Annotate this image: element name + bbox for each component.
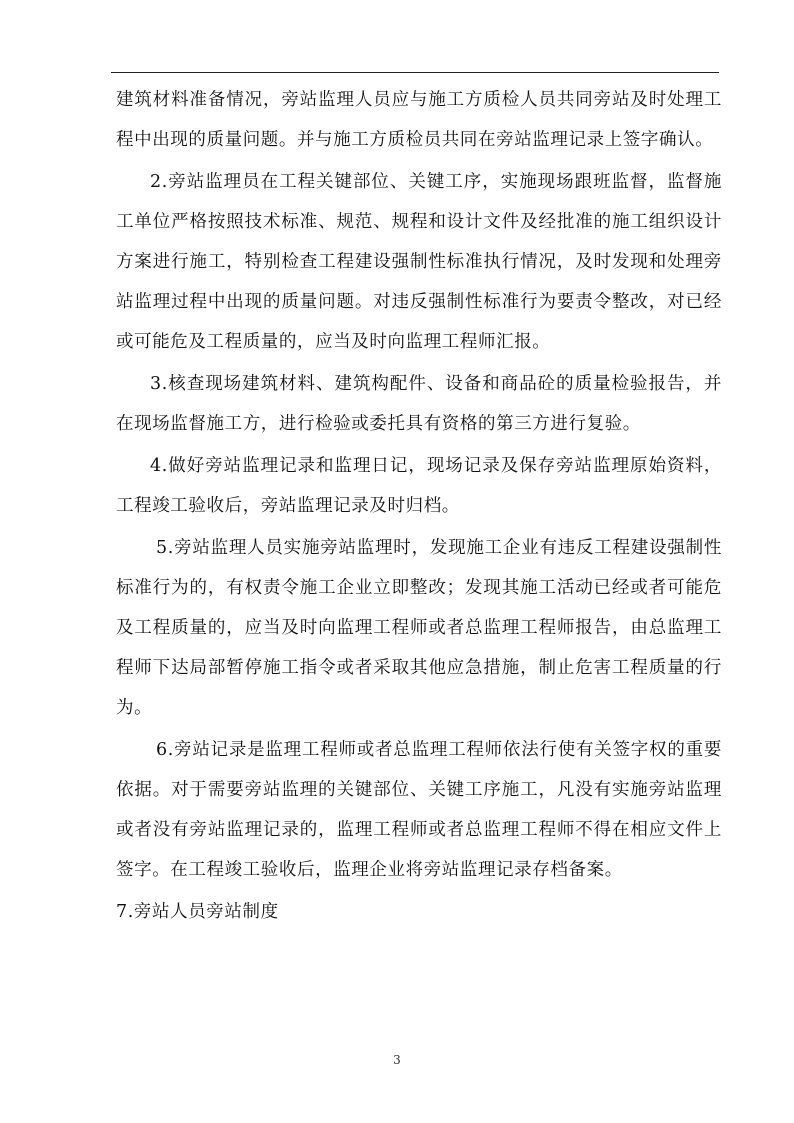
page-number: 3 (393, 1053, 401, 1067)
paragraph-item-2: 2.旁站监理员在工程关键部位、关键工序，实施现场跟班监督，监督施工单位严格按照技术标准、规范、规程和设计文件及经批准的施工组织设计方案进行施工，特别检查工程建设强制性标准执行情况，及时发现和处理旁站监理过程中出现的质量问题。对违反强制性标准行为要责令整改，对已经或可能危及工程质量的，应当及时向监理工程师汇报。 (116, 172, 722, 352)
header-rule (111, 72, 719, 73)
paragraph-item-3: 3.核查现场建筑材料、建筑构配件、设备和商品砼的质量检验报告，并在现场监督施工方，进行检验或委托具有资格的第三方进行复验。 (116, 374, 722, 434)
paragraph-item-5: 5.旁站监理人员实施旁站监理时，发现施工企业有违反工程建设强制性标准行为的，有权责令施工企业立即整改；发现其施工活动已经或者可能危及工程质量的，应当及时向监理工程师或者总监理工程师报告，由总监理工程师下达局部暂停施工指令或者采取其他应急措施，制止危害工程质量的行为。 (116, 538, 722, 718)
paragraph-item-6: 6.旁站记录是监理工程师或者总监理工程师依法行使有关签字权的重要依据。对于需要旁站监理的关键部位、关键工序施工，凡没有实施旁站监理或者没有旁站监理记录的，监理工程师或者总监理工程师不得在相应文件上签字。在工程竣工验收后，监理企业将旁站监理记录存档备案。 (116, 740, 722, 880)
document-body (116, 80, 722, 932)
paragraph-item-4: 4.做好旁站监理记录和监理日记，现场记录及保存旁站监理原始资料，工程竣工验收后，旁站监理记录及时归档。 (116, 456, 722, 516)
paragraph-continuation: 建筑材料准备情况，旁站监理人员应与施工方质检人员共同旁站及时处理工程中出现的质量问题。并与施工方质检员共同在旁站监理记录上签字确认。 (116, 90, 722, 150)
section-heading-7: 7.旁站人员旁站制度 (116, 902, 279, 922)
